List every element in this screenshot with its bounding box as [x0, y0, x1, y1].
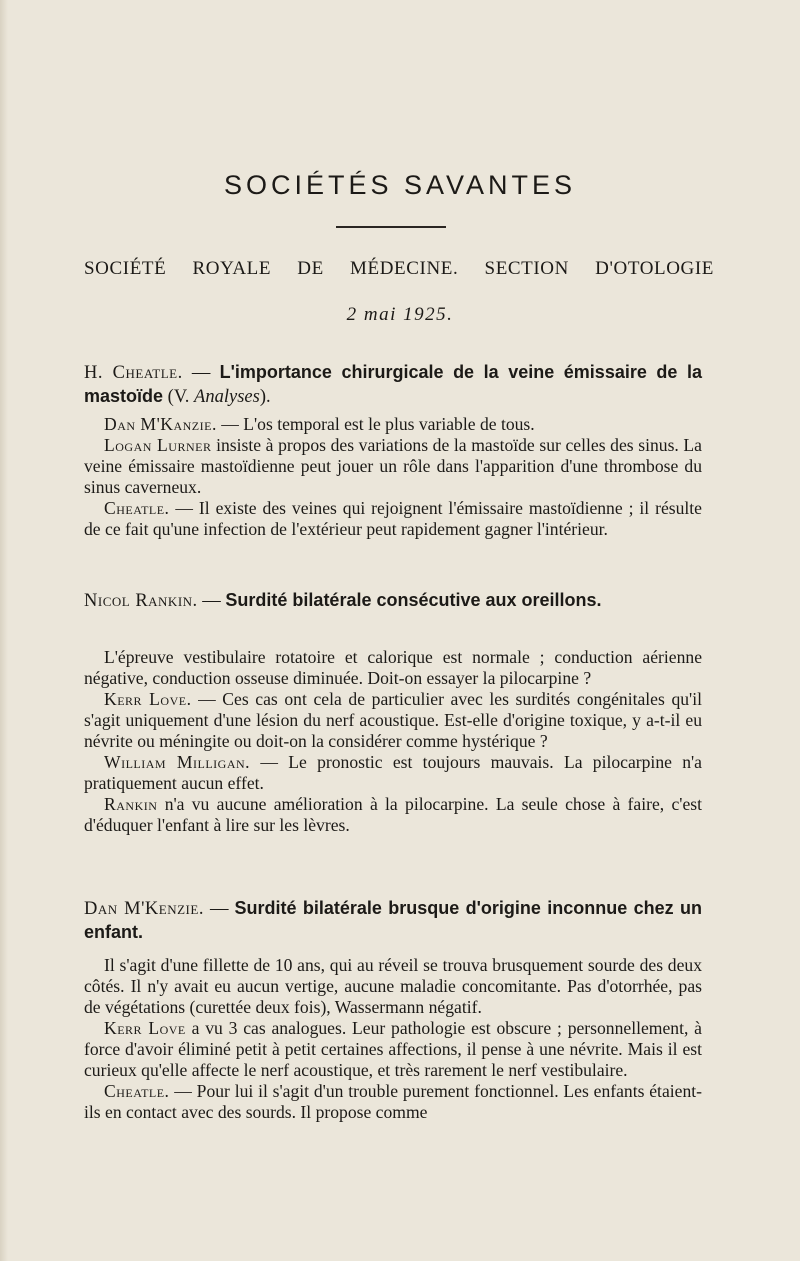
section-heading: SOCIÉTÉS SAVANTES — [223, 170, 577, 200]
meeting-date: 2 mai 1925. — [346, 304, 454, 325]
paragraph: Rankin n'a vu aucune amélioration à la pilocarpine. La seule chose à faire, c'est d'éduquer l'enfant à lire sur les lèvres. — [84, 794, 702, 835]
discussion-block-3 — [84, 955, 702, 1123]
paper-title-3: Dan M'Kenzie. — Surdité bilatérale brusque d'origine inconnue chez un enfant. — [84, 898, 703, 942]
paragraph: L'épreuve vestibulaire rotatoire et calorique est normale ; conduction aérienne négative, conduction osseuse diminuée. Doit-on essayer la pilocarpine ? — [84, 647, 702, 688]
discussion-block-1 — [84, 414, 702, 540]
author-name: Nicol Rankin. — [84, 591, 198, 611]
heading-rule — [336, 226, 446, 228]
paragraph: Kerr Love. — Ces cas ont cela de particulier avec les surdités congénitales qu'il s'agit uniquement d'une lésion du nerf acoustique. Est-elle d'origine toxique, y a-t-il eu névrite ou méningite ou doit-on la considérer comme hystérique ? — [84, 689, 702, 751]
paragraph: Kerr Love a vu 3 cas analogues. Leur pathologie est obscure ; personnellement, à force d'avoir éliminé petit à petit certaines affections, il pense à une névrite. Mais il est curieux qu'elle affecte le nerf acoustique, et très rarement le nerf vestibulaire. — [84, 1018, 702, 1080]
paragraph: William Milligan. — Le pronostic est toujours mauvais. La pilocarpine n'a pratiquement aucun effet. — [84, 752, 702, 793]
paragraph: Cheatle. — Il existe des veines qui rejoignent l'émissaire mastoïdienne ; il résulte de ce fait qu'une infection de l'extérieur peut rapidement gagner l'intérieur. — [84, 498, 702, 539]
paper-title-text: L'importance chirurgicale de la veine émissaire de la mastoïde — [84, 362, 702, 406]
paper-title-text: Surdité bilatérale consécutive aux oreillons. — [225, 590, 602, 610]
paper-title-text: Surdité bilatérale brusque d'origine inconnue chez un enfant. — [84, 898, 703, 942]
paragraph: Il s'agit d'une fillette de 10 ans, qui au réveil se trouva brusquement sourde des deux côtés. Il n'y avait eu aucun vertige, aucune maladie concomitante. Pas d'otorrhée, pas de végétations (curettée deux fois), Wassermann négatif. — [84, 955, 702, 1017]
author-name: Dan M'Kenzie. — [84, 899, 204, 919]
author-name: H. Cheatle. — [84, 363, 183, 383]
paragraph: Cheatle. — Pour lui il s'agit d'un trouble purement fonctionnel. Les enfants étaient-ils en contact avec des sourds. Il propose comme — [84, 1081, 702, 1122]
paragraph: Dan M'Kanzie. — L'os temporal est le plus variable de tous. — [104, 414, 535, 434]
paper-title-2: Nicol Rankin. — Surdité bilatérale consécutive aux oreillons. — [84, 590, 602, 611]
paper-title-1: H. Cheatle. — L'importance chirurgicale de la veine émissaire de la mastoïde (V. Analyses). — [84, 362, 702, 407]
discussion-block-2 — [84, 647, 702, 836]
paragraph: Logan Lurner insiste à propos des variations de la mastoïde sur celles des sinus. La veine émissaire mastoïdienne peut jouer un rôle dans l'apparition d'une thrombose du sinus caverneux. — [84, 435, 702, 497]
reference-link: Analyses — [194, 387, 260, 407]
society-title: SOCIÉTÉ ROYALE DE MÉDECINE. SECTION D'OTOLOGIE — [84, 258, 714, 279]
